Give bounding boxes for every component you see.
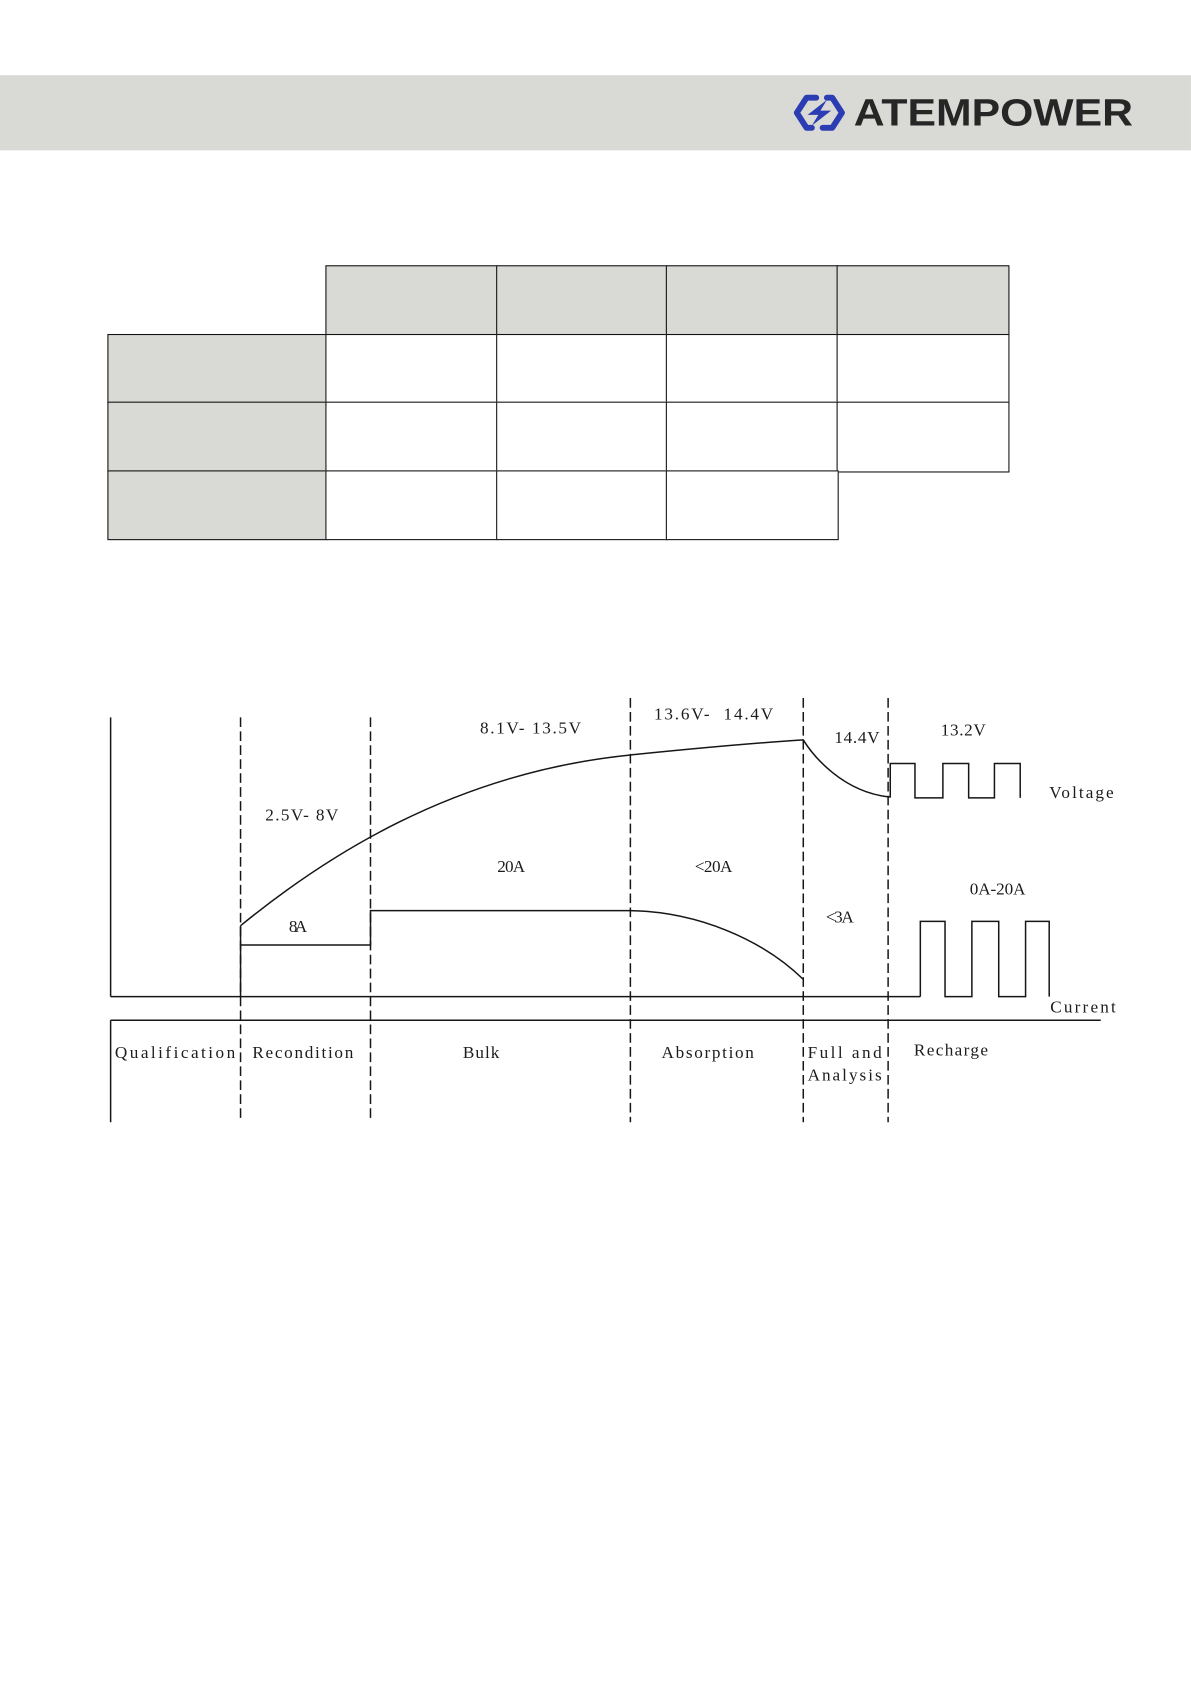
voltage-pulse-wave <box>888 764 1020 798</box>
stage-label-recondition: Recondition <box>252 1042 354 1062</box>
table-cell <box>837 334 1009 403</box>
current-curve <box>241 911 804 997</box>
table-cell <box>325 470 497 539</box>
table-row-header-cell <box>107 470 327 539</box>
charging-profile-diagram <box>97 687 1139 1138</box>
current-label-recharge: 0A-20A <box>969 879 1026 899</box>
current-label-absorption: <20A <box>694 857 733 877</box>
stage-labels <box>115 1041 988 1085</box>
stage-label-absorption: Absorption <box>661 1042 754 1062</box>
voltage-label-recharge: 13.2V <box>940 720 986 740</box>
table-header-cell <box>325 265 497 335</box>
voltage-label-recondition: 2.5V- 8V <box>265 805 339 825</box>
table-cell <box>325 402 497 472</box>
voltage-curve <box>241 740 889 926</box>
table-header-cell <box>496 265 667 335</box>
table-cell <box>496 334 667 403</box>
current-label-recondition: 8A <box>288 917 308 937</box>
voltage-label-bulk: 8.1V- 13.5V <box>480 718 581 738</box>
current-label-full-analysis: <3A <box>825 907 854 927</box>
voltage-series-label: Voltage <box>1049 782 1114 802</box>
table-cell <box>496 402 667 472</box>
table-cell <box>666 334 838 403</box>
current-label-bulk: 20A <box>497 857 526 877</box>
table-cell <box>837 402 1009 472</box>
stage-label-bulk: Bulk <box>462 1042 500 1062</box>
stage-label-analysis: Analysis <box>807 1065 882 1085</box>
table-cell <box>666 470 838 539</box>
voltage-label-absorption: 13.6V- 14.4V <box>654 704 774 724</box>
brand-wordmark <box>854 75 1144 150</box>
table-cell <box>666 402 838 472</box>
table-cell <box>496 470 667 539</box>
stage-label-recharge: Recharge <box>913 1040 988 1060</box>
logo-bolt <box>808 100 832 126</box>
bolt-hexagon-icon <box>793 95 847 132</box>
table-row-header-cell <box>107 334 327 403</box>
brand-name: ATEMPOWER <box>853 91 1133 134</box>
voltage-labels <box>265 705 1114 825</box>
table-cell <box>325 334 497 403</box>
stage-label-full-and: Full and <box>807 1042 882 1062</box>
table-row-header-cell <box>107 402 327 472</box>
stage-label-qualification: Qualification <box>114 1042 236 1062</box>
current-pulse-wave <box>920 921 1049 996</box>
header-band <box>0 75 1191 150</box>
table-header-cell <box>837 265 1009 335</box>
current-series-label: Current <box>1050 997 1116 1017</box>
table-header-cell <box>666 265 838 335</box>
current-labels <box>289 857 1116 1017</box>
voltage-label-full-analysis: 14.4V <box>834 728 880 748</box>
